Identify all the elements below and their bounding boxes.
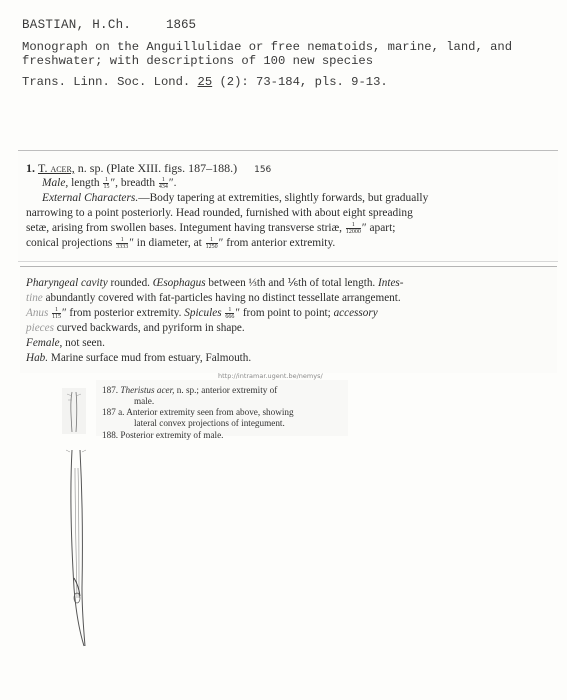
reference-author: BASTIAN, H.Ch. bbox=[22, 18, 132, 32]
anatomy-line: Pharyngeal cavity rounded. Œsophagus between ⅓th and ⅙th of total length. Intes- bbox=[26, 277, 404, 289]
caption-188: 188. Posterior extremity of male. bbox=[102, 430, 224, 440]
reference-year: 1865 bbox=[166, 18, 197, 32]
species-heading: 1. T. acer, n. sp. (Plate XIII. figs. 187–188.) 156 bbox=[26, 161, 272, 175]
female-line: Female, not seen. bbox=[26, 337, 105, 349]
figure-captions-clipping bbox=[96, 380, 348, 440]
species-name: T. acer, bbox=[38, 161, 75, 175]
external-characters: External Characters.—Body tapering at extremities, slightly forwards, but gradually bbox=[42, 192, 429, 204]
description-line: conical projections $\frac{1}{3333}$ ″ in diameter, at $\frac{1}{1250}$ ″ from anterior extremity. bbox=[26, 237, 336, 250]
reference-title: Monograph on the Anguillulidae or free nematoids, marine, land, and freshwater; with descriptions of 100 new species bbox=[22, 40, 513, 68]
handwritten-number: 156 bbox=[254, 165, 272, 175]
caption-187a-cont: lateral convex projections of integument. bbox=[134, 418, 285, 428]
reference-citation: Trans. Linn. Soc. Lond. 25 (2): 73-184, pls. 9-13. bbox=[22, 75, 388, 89]
anatomy-line: tine abundantly covered with fat-particles having no distinct tessellate arrangement. bbox=[26, 292, 401, 304]
watermark-url: http://intramar.ugent.be/nemys/ bbox=[218, 372, 323, 380]
anatomy-clipping bbox=[20, 266, 557, 373]
anatomy-line: pieces curved backwards, and pyriform in shape. bbox=[26, 322, 245, 334]
male-measurements: Male, length $\frac{1}{15}$ ″, breadth $\frac{1}{434}$ ″. bbox=[42, 177, 177, 190]
reference-volume: 25 bbox=[197, 75, 213, 89]
nematoid-posterior-drawing bbox=[58, 448, 98, 648]
figure-187-thumbnail bbox=[62, 388, 86, 434]
caption-187: 187. Theristus acer, n. sp.; anterior extremity of bbox=[102, 385, 278, 395]
description-line: setæ, arising from swollen bases. Integument having transverse striæ, $\frac{1}{12000}$ ″ apart; bbox=[26, 222, 396, 235]
nematoid-head-drawing bbox=[62, 388, 86, 434]
habitat-line: Hab. Marine surface mud from estuary, Falmouth. bbox=[26, 352, 252, 364]
species-description-clipping bbox=[18, 150, 558, 262]
caption-187a: 187 a. Anterior extremity seen from above, showing bbox=[102, 407, 294, 417]
caption-187-cont: male. bbox=[134, 396, 155, 406]
anatomy-line: Anus $\frac{1}{115}$ ″ from posterior extremity. Spicules $\frac{1}{666}$ ″ from point to point; accessory bbox=[26, 307, 378, 320]
figure-188-drawing bbox=[58, 448, 98, 648]
description-line: narrowing to a point posteriorly. Head rounded, furnished with about eight spreading bbox=[26, 207, 413, 219]
